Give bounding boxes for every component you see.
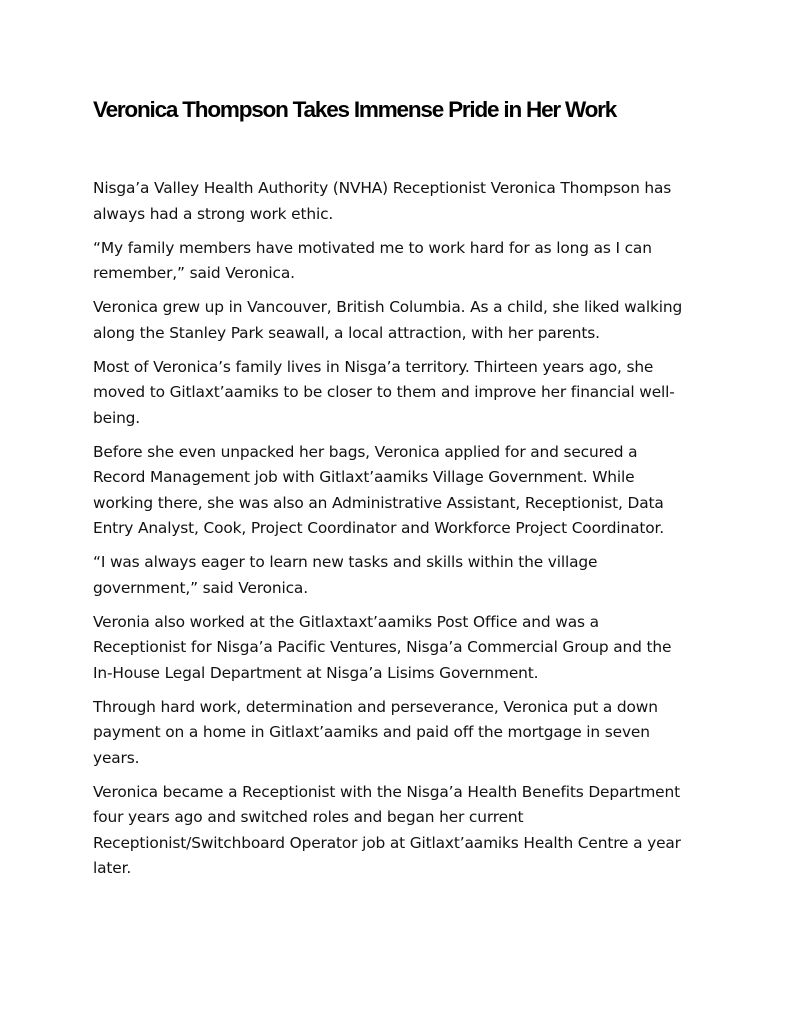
paragraph-6: “I was always eager to learn new tasks and skills within the village government,” said Veronica. — [93, 553, 598, 597]
article-body — [93, 176, 691, 890]
paragraph-7: Veronia also worked at the Gitlaxtaxt’aamiks Post Office and was a Receptionist for Nisga’a Pacific Ventures, Nisga’a Commercial Group and the In-House Legal Department at Nisga’a Lisims Government. — [93, 612, 672, 682]
paragraph-8: Through hard work, determination and perseverance, Veronica put a down payment on a home in Gitlaxt’aamiks and paid off the mortgage in seven years. — [93, 697, 658, 767]
paragraph-3: Veronica grew up in Vancouver, British Columbia. As a child, she liked walking along the Stanley Park seawall, a local attraction, with her parents. — [93, 298, 683, 342]
article-title: Veronica Thompson Takes Immense Pride in Her Work — [93, 97, 617, 122]
paragraph-2: “My family members have motivated me to work hard for as long as I can remember,” said Veronica. — [93, 238, 652, 282]
paragraph-1: Nisga’a Valley Health Authority (NVHA) Receptionist Veronica Thompson has always had a strong work ethic. — [93, 179, 672, 223]
paragraph-5: Before she even unpacked her bags, Veronica applied for and secured a Record Management job with Gitlaxt’aamiks Village Government. While working there, she was also an Administrative Assistant, Receptionist, Data Entry Analyst, Cook, Project Coordinator and Workforce Project Coordinator. — [93, 442, 665, 537]
paragraph-4: Most of Veronica’s family lives in Nisga’a territory. Thirteen years ago, she moved to Gitlaxt’aamiks to be closer to them and improve her financial well-being. — [93, 357, 675, 427]
paragraph-9: Veronica became a Receptionist with the Nisga’a Health Benefits Department four years ago and switched roles and began her current Receptionist/Switchboard Operator job at Gitlaxt’aamiks Health Centre a year later. — [93, 782, 681, 877]
